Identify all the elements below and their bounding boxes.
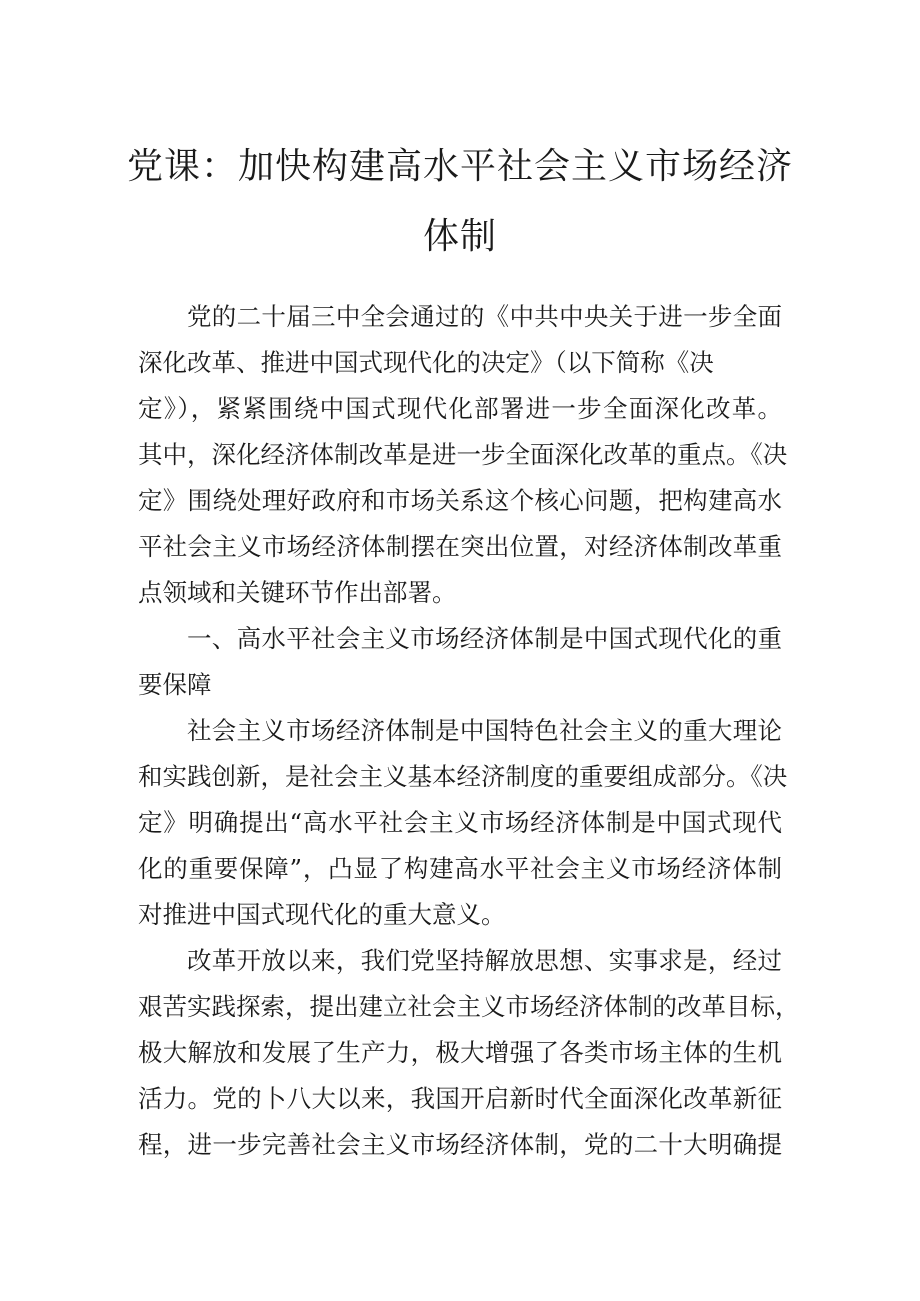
paragraph-line: 定》围绕处理好政府和市场关系这个核心问题，把构建高水 [138, 486, 782, 515]
section-heading-line: 一、高水平社会主义市场经济体制是中国式现代化的重 [187, 624, 782, 653]
paragraph-line: 点领域和关键环节作出部署。 [138, 578, 457, 607]
paragraph-line: 极大解放和发展了生产力，极大增强了各类市场主体的生机 [138, 1038, 782, 1067]
paragraph-line: 程，进一步完善社会主义市场经济体制，党的二十大明确提 [138, 1130, 782, 1159]
paragraph-line: 定》明确提出“高水平社会主义市场经济体制是中国式现代 [138, 808, 782, 837]
paragraph-line: 对推进中国式现代化的重大意义。 [138, 900, 506, 929]
paragraph-line: 和实践创新，是社会主义基本经济制度的重要组成部分。《决 [138, 762, 788, 791]
paragraph-line: 深化改革、推进中国式现代化的决定》（以下简称《决 [138, 348, 714, 377]
paragraph-line: 其中，深化经济体制改革是进一步全面深化改革的重点。《决 [138, 440, 788, 469]
paragraph-line: 活力。党的卜八大以来，我国开启新时代全面深化改革新征 [138, 1084, 782, 1113]
paragraph-line: 定》），紧紧围绕中国式现代化部署进一步全面深化改革。 [138, 394, 782, 423]
paragraph-line: 改革开放以来，我们党坚持解放思想、实事求是，经过 [187, 946, 782, 975]
paragraph-line: 化的重要保障”，凸显了构建高水平社会主义市场经济体制 [138, 854, 782, 883]
paragraph-line: 社会主义市场经济体制是中国特色社会主义的重大理论 [187, 716, 782, 745]
paragraph-line: 艰苦实践探索，提出建立社会主义市场经济体制的改革目标， [138, 992, 800, 1021]
paragraph-line: 党的二十届三中全会通过的《中共中央关于进一步全面 [187, 302, 782, 331]
document-title-line-1: 党课：加快构建高水平社会主义市场经济 [126, 146, 793, 187]
section-heading-line: 要保障 [138, 670, 212, 699]
document-title-line-2: 体制 [422, 216, 497, 257]
paragraph-line: 平社会主义市场经济体制摆在突出位置，对经济体制改革重 [138, 532, 782, 561]
